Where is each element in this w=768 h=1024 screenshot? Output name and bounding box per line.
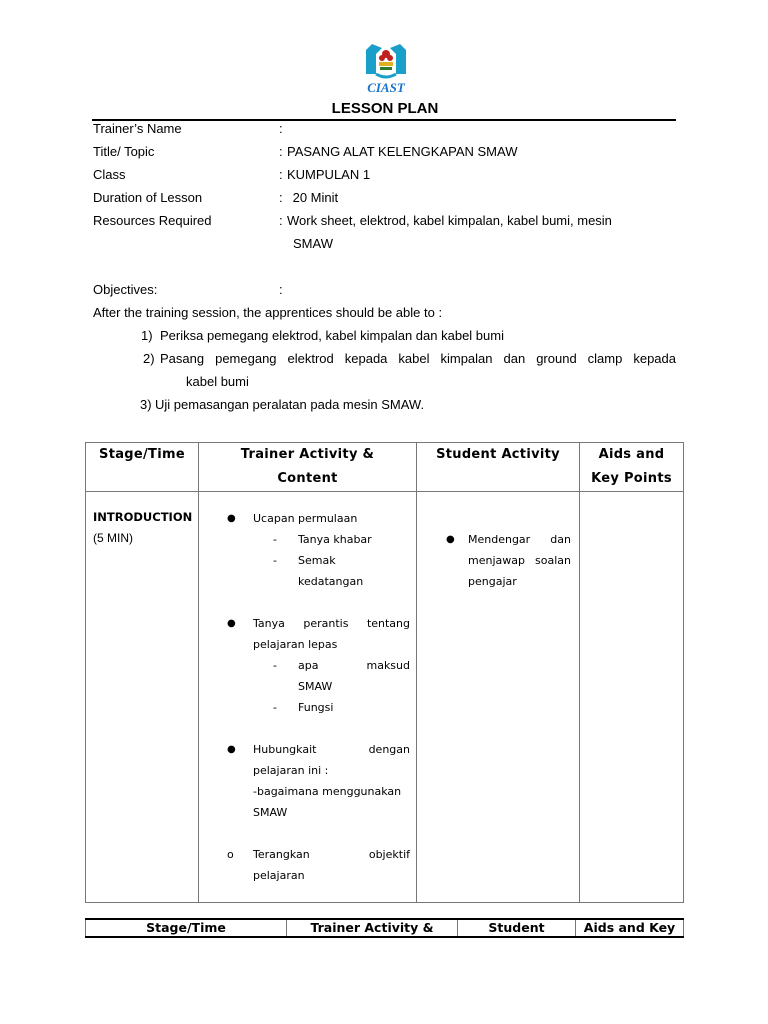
colon: : (279, 167, 283, 182)
duration-label: Duration of Lesson (93, 190, 203, 205)
objective-item: Pasang pemegang elektrod kepada kabel kimpalan dan ground clamp kepada (160, 351, 676, 366)
stage-time: (5 MIN) (93, 531, 133, 545)
topic-value: PASANG ALAT KELENGKAPAN SMAW (287, 144, 518, 159)
header-student: Student (458, 919, 576, 937)
list-subitem: - Tanya khabar (199, 529, 416, 550)
objective-item: Periksa pemegang elektrod, kabel kimpalan dan kabel bumi (160, 328, 504, 343)
trainer-name-label: Trainer’s Name (93, 121, 182, 136)
dash-icon: - (273, 659, 277, 672)
header-aids-key: Aids and Key (576, 919, 684, 937)
lesson-table-continued (85, 918, 684, 938)
objective-num: 3) (140, 397, 152, 412)
list-subitem: - Semak kedatangan (199, 550, 416, 592)
dash-icon: - (273, 701, 277, 714)
header-student-activity: Student Activity (417, 443, 580, 492)
resources-label: Resources Required (93, 213, 212, 228)
lesson-table (85, 442, 684, 903)
header-stage-time: Stage/Time (86, 919, 287, 937)
dash-icon: - (273, 533, 277, 546)
stage-title: INTRODUCTION (93, 510, 193, 524)
list-subitem: - apa maksud SMAW (199, 655, 416, 697)
header-trainer-activity: Trainer Activity & (287, 919, 458, 937)
colon: : (279, 282, 283, 297)
header-trainer-activity: Trainer Activity & Content (199, 443, 417, 492)
student-activity-cell (417, 492, 580, 903)
list-item: ● Mendengar dan menjawap soalan pengajar (417, 529, 579, 592)
list-item: o Terangkan objektif pelajaran (199, 844, 416, 886)
list-item: ● Tanya perantis tentang pelajaran lepas (199, 613, 416, 655)
page-title: LESSON PLAN (331, 100, 439, 117)
objective-item-cont: kabel bumi (186, 374, 249, 389)
objective-num: 2) (143, 351, 155, 366)
dash-icon: - (273, 554, 277, 567)
objectives-intro: After the training session, the apprentices should be able to : (93, 305, 443, 320)
list-item: ● Hubungkait dengan pelajaran ini : -bagaimana menggunakan SMAW (199, 739, 416, 823)
colon: : (279, 190, 283, 205)
aids-cell (580, 492, 684, 903)
hollow-bullet-icon: o (227, 848, 234, 861)
objective-item: Uji pemasangan peralatan pada mesin SMAW. (155, 397, 425, 412)
topic-label: Title/ Topic (93, 144, 155, 159)
stage-cell (86, 492, 199, 903)
colon: : (279, 144, 283, 159)
class-value: KUMPULAN 1 (287, 167, 371, 182)
header-aids-key-points: Aids and Key Points (580, 443, 684, 492)
bullet-icon: ● (227, 618, 236, 629)
bullet-icon: ● (227, 513, 236, 524)
logo-text: CIAST (367, 80, 405, 95)
resources-value-cont: SMAW (293, 236, 333, 251)
bullet-icon: ● (446, 534, 455, 545)
objective-num: 1) (141, 328, 153, 343)
resources-value: Work sheet, elektrod, kabel kimpalan, kabel bumi, mesin (287, 213, 612, 228)
colon: : (279, 213, 283, 228)
list-item: ● Ucapan permulaan (199, 508, 416, 529)
duration-value: 20 Minit (289, 190, 339, 205)
trainer-activity-cell (199, 492, 417, 903)
bullet-icon: ● (227, 744, 236, 755)
class-label: Class (93, 167, 126, 182)
header-stage-time: Stage/Time (86, 443, 199, 492)
list-subitem: - Fungsi (199, 697, 416, 718)
colon: : (279, 121, 283, 136)
objectives-label: Objectives: (93, 282, 158, 297)
